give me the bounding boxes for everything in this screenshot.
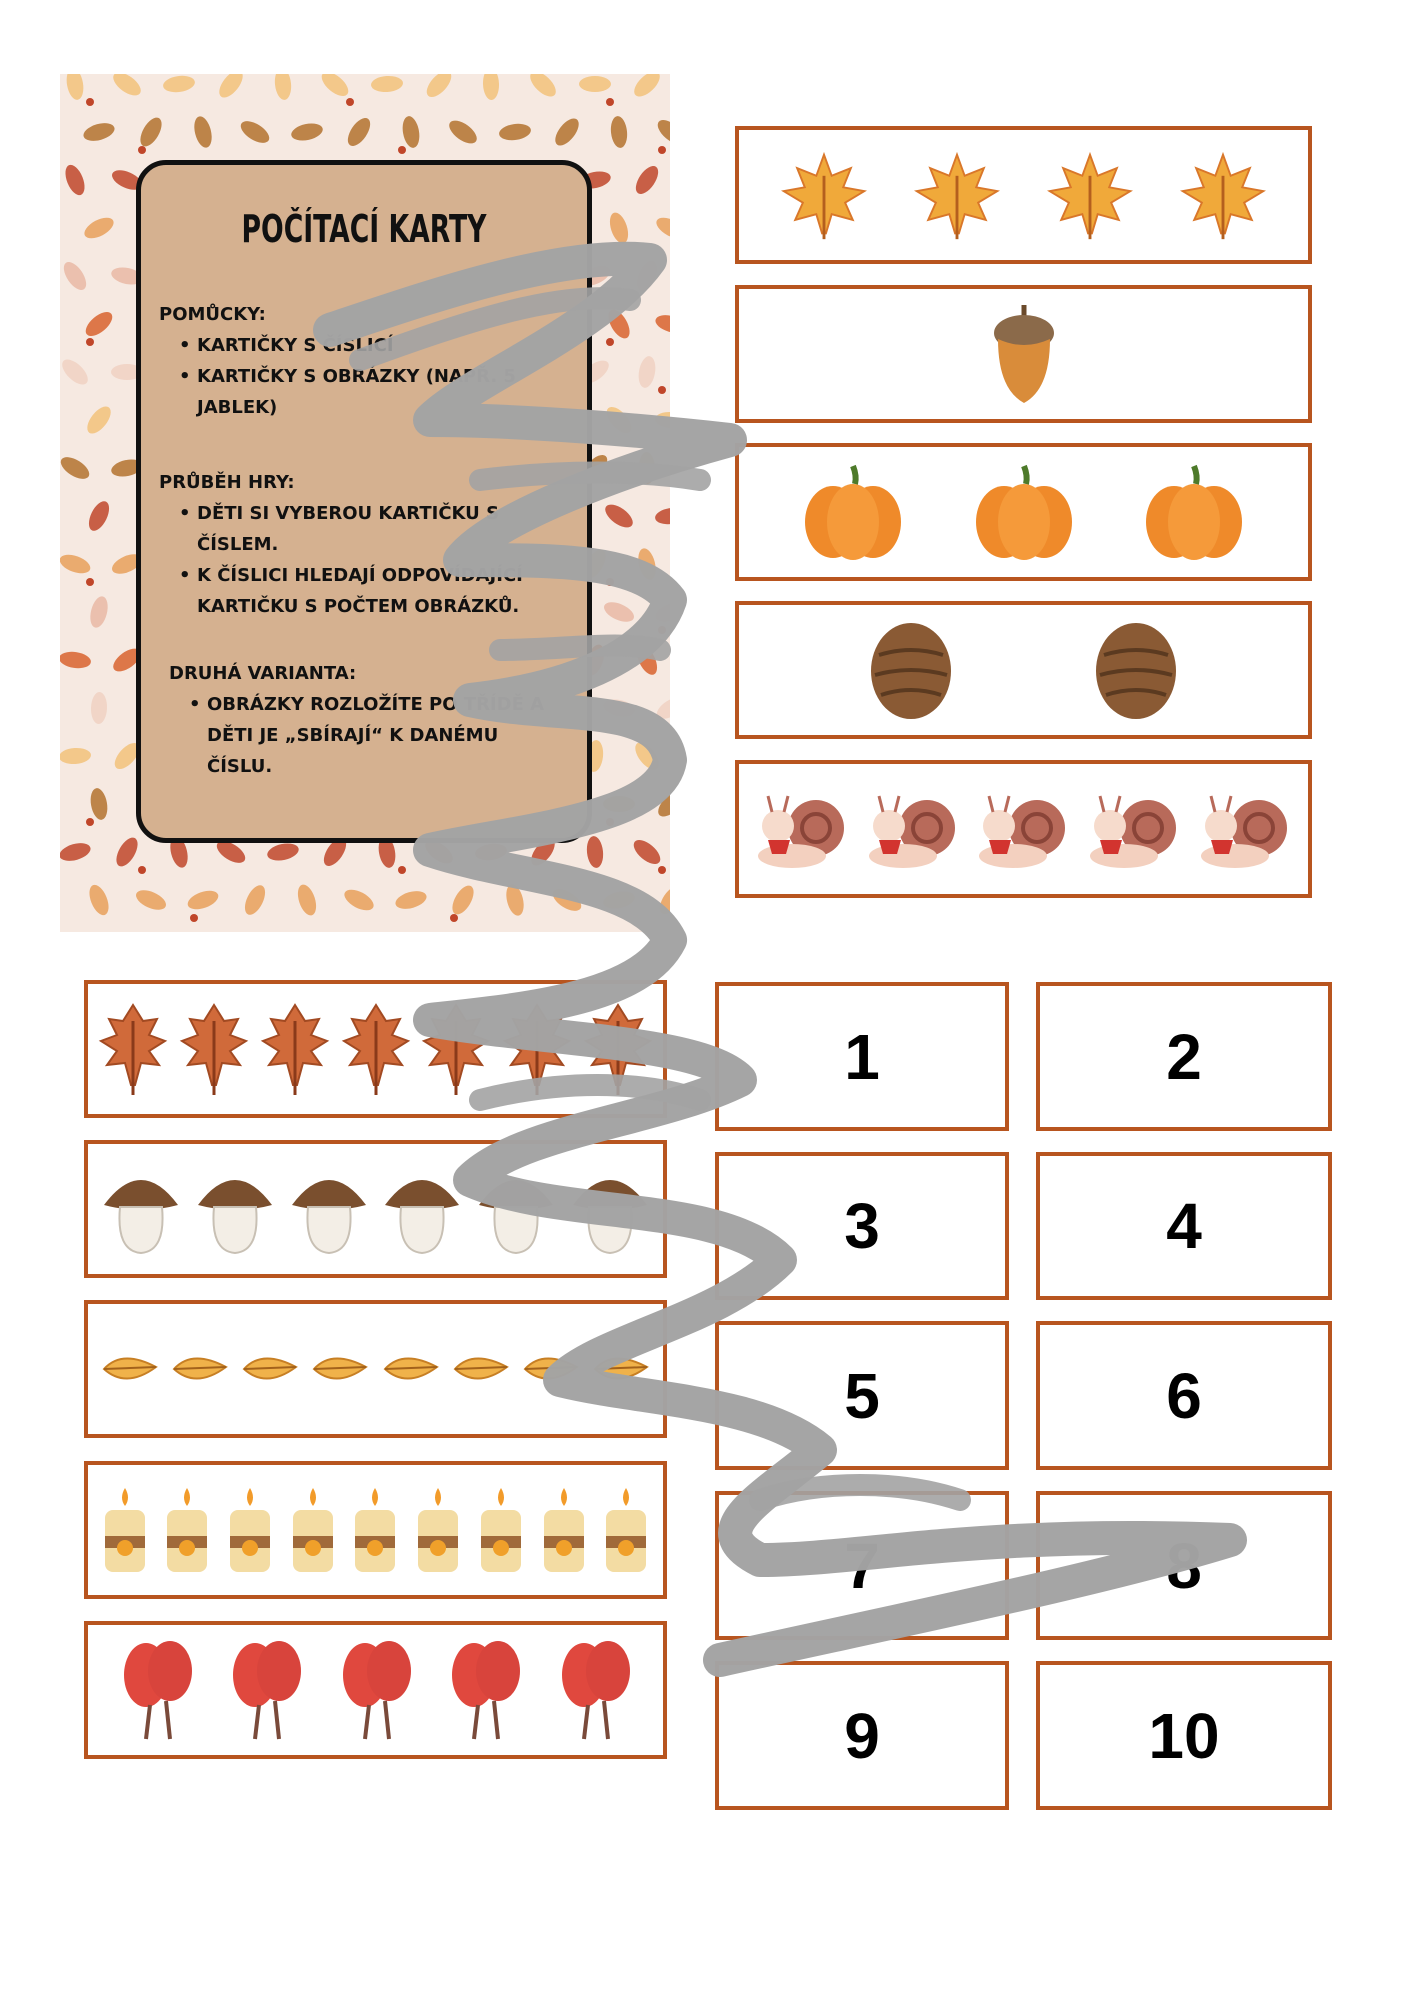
oak-leaf-icon [340, 1001, 412, 1097]
candle-icon [161, 1484, 213, 1576]
maple-leaf-icon [1042, 147, 1138, 243]
mushroom-icon [100, 1159, 182, 1259]
falling-leaf-icon [242, 1349, 298, 1389]
number-card-9: 9 [715, 1661, 1009, 1810]
maple-leaf-icon [776, 147, 872, 243]
falling-leaf-icon [312, 1349, 368, 1389]
rules-title: POČÍTACÍ KARTY [241, 207, 487, 251]
snail-icon [1086, 784, 1182, 874]
picture-card-acorn [735, 285, 1312, 423]
number-card-4: 4 [1036, 1152, 1332, 1300]
snail-icon [1197, 784, 1293, 874]
picture-card-oak-leaves [84, 980, 667, 1118]
maple-leaf-icon [1175, 147, 1271, 243]
number-card-5: 5 [715, 1321, 1009, 1470]
progress-heading: PRŮBĚH HRY: [159, 472, 295, 493]
picture-card-candles [84, 1461, 667, 1599]
number-card-1: 1 [715, 982, 1009, 1131]
candle-icon [287, 1484, 339, 1576]
picture-card-pinecones [735, 601, 1312, 739]
rosehip-icon [225, 1635, 307, 1745]
falling-leaf-icon [523, 1349, 579, 1389]
falling-leaf-icon [593, 1349, 649, 1389]
mushroom-icon [288, 1159, 370, 1259]
progress-section [159, 467, 569, 622]
rosehip-icon [116, 1635, 198, 1745]
falling-leaf-icon [453, 1349, 509, 1389]
number-card-10: 10 [1036, 1661, 1332, 1810]
number-card-7: 7 [715, 1491, 1009, 1640]
oak-leaf-icon [420, 1001, 492, 1097]
picture-card-snails [735, 760, 1312, 898]
oak-leaf-icon [501, 1001, 573, 1097]
oak-leaf-icon [259, 1001, 331, 1097]
pumpkin-icon [968, 460, 1080, 564]
candle-icon [99, 1484, 151, 1576]
rosehip-icon [335, 1635, 417, 1745]
supplies-item: • KARTIČKY S OBRÁZKY (NAPŘ. 5 JABLEK) [179, 361, 569, 423]
supplies-section [159, 299, 569, 423]
supplies-heading: POMŮCKY: [159, 304, 266, 325]
pumpkin-icon [1138, 460, 1250, 564]
picture-card-pumpkins [735, 443, 1312, 581]
candle-icon [538, 1484, 590, 1576]
acorn-icon [984, 299, 1064, 409]
candle-icon [412, 1484, 464, 1576]
maple-leaf-icon [909, 147, 1005, 243]
rosehip-icon [554, 1635, 636, 1745]
mushroom-icon [569, 1159, 651, 1259]
falling-leaf-icon [383, 1349, 439, 1389]
picture-card-falling-leaves [84, 1300, 667, 1438]
candle-icon [600, 1484, 652, 1576]
rosehip-icon [444, 1635, 526, 1745]
number-card-2: 2 [1036, 982, 1332, 1131]
oak-leaf-icon [178, 1001, 250, 1097]
number-card-6: 6 [1036, 1321, 1332, 1470]
pinecone-icon [1084, 615, 1188, 725]
progress-item: • DĚTI SI VYBEROU KARTIČKU S ČÍSLEM. [179, 498, 569, 560]
candle-icon [475, 1484, 527, 1576]
falling-leaf-icon [172, 1349, 228, 1389]
number-card-8: 8 [1036, 1491, 1332, 1640]
pinecone-icon [859, 615, 963, 725]
progress-item: • K ČÍSLICI HLEDAJÍ ODPOVÍDAJÍCÍ KARTIČKU S POČTEM OBRÁZKŮ. [179, 560, 569, 622]
falling-leaf-icon [102, 1349, 158, 1389]
mushroom-icon [475, 1159, 557, 1259]
candle-icon [224, 1484, 276, 1576]
mushroom-icon [194, 1159, 276, 1259]
mushroom-icon [381, 1159, 463, 1259]
snail-icon [975, 784, 1071, 874]
pumpkin-icon [797, 460, 909, 564]
snail-icon [754, 784, 850, 874]
picture-card-rosehips [84, 1621, 667, 1759]
snail-icon [865, 784, 961, 874]
variant-section [159, 658, 569, 782]
number-card-3: 3 [715, 1152, 1009, 1300]
oak-leaf-icon [97, 1001, 169, 1097]
picture-card-mushrooms [84, 1140, 667, 1278]
supplies-item: • KARTIČKY S ČÍSLICÍ [179, 330, 569, 361]
candle-icon [349, 1484, 401, 1576]
picture-card-maple-leaves [735, 126, 1312, 264]
oak-leaf-icon [582, 1001, 654, 1097]
rules-card [136, 160, 592, 843]
variant-heading: DRUHÁ VARIANTA: [169, 663, 357, 684]
variant-item: • OBRÁZKY ROZLOŽÍTE PO TŘÍDĚ A DĚTI JE „SBÍRAJÍ“ K DANÉMU ČÍSLU. [189, 689, 569, 782]
